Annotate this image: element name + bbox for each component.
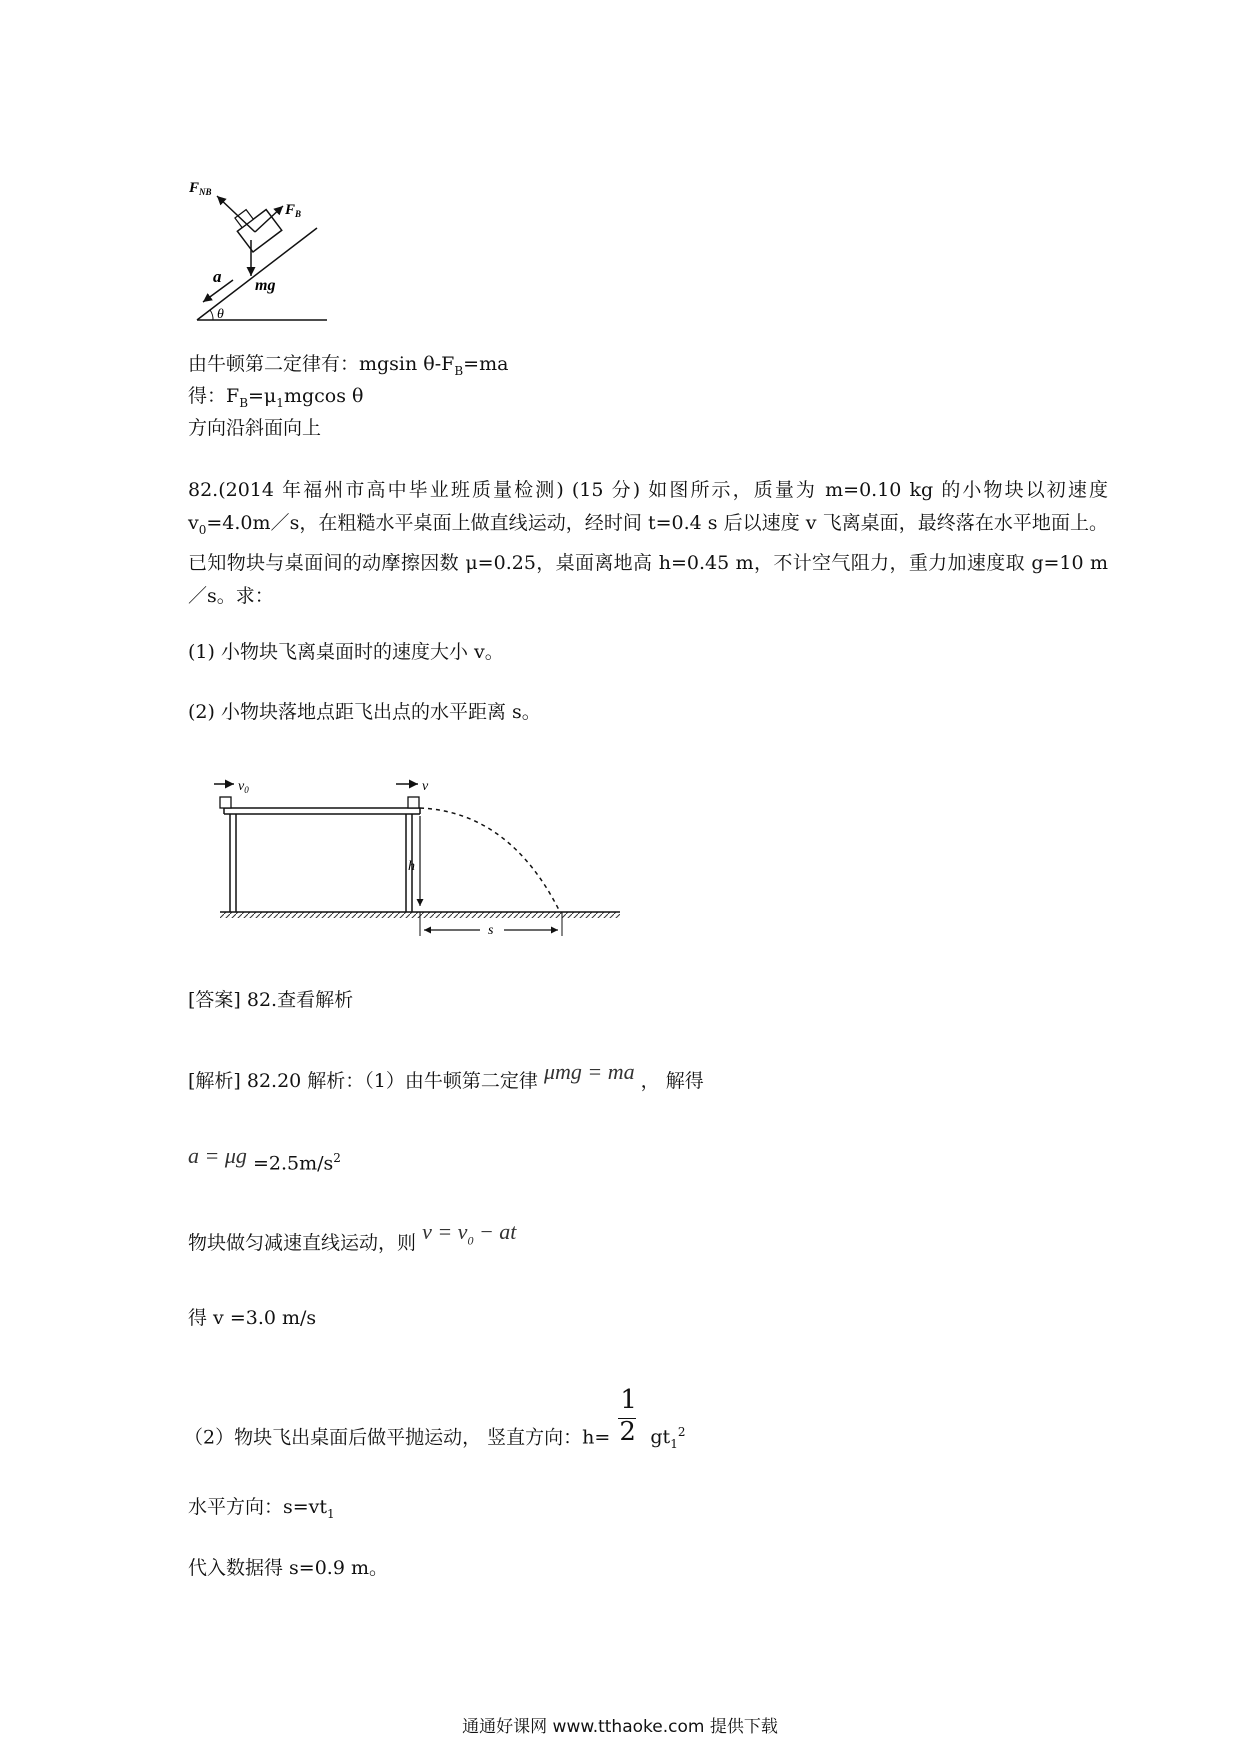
prev-line-1: 由牛顿第二定律有：mgsin $\theta-F_B=ma$ <box>188 353 509 378</box>
fraction-half: $\frac{1}{2}$ <box>619 1385 637 1448</box>
trajectory <box>420 808 560 912</box>
analysis-line-7: 代入数据得 s=0.9 m。 <box>188 1557 388 1579</box>
question-1: (1) 小物块飞离桌面时的速度大小 v。 <box>188 641 504 663</box>
analysis-line-2: $a = \mu g =2.5m/s^2$ <box>188 1143 341 1175</box>
incline-force-diagram <box>189 170 335 330</box>
analysis-line-5: （2）物块飞出桌面后做平抛运动， 竖直方向：h= $\frac{1}{2}$ $gt_1^2$ <box>184 1420 685 1456</box>
question-2: (2) 小物块落地点距飞出点的水平距离 s。 <box>188 701 541 723</box>
analysis-line-4: 得 v =3.0 m/s <box>188 1307 317 1329</box>
block-start <box>220 797 231 808</box>
mg-label: mg <box>255 277 276 294</box>
fnb-label: $F_{NB}$ <box>189 180 212 197</box>
prev-line-3: 方向沿斜面向上 <box>188 417 322 439</box>
problem-statement: 82.(2014 年福州市高中毕业班质量检测) (15 分) 如图所示，质量为 m=0.10 kg 的小物块以初速度 $v_0=4.0m/s$，在粗糙水平桌面上做直线运动，经时间 t=0.4 s 后以速度 v 飞离桌面，最终落在水平地面上。已知物块与桌面间的动摩擦因数 μ=0.25，桌面离地高 h=0.45 m，不计空气阻力，重力加速度取 g=10 m／s。求： <box>188 479 1108 607</box>
block-edge <box>408 797 419 808</box>
formula-velocity: $v = v_0$ − at <box>422 1219 517 1248</box>
page-footer: 通通好课网 www.tthaoke.com 提供下载 <box>462 1717 778 1737</box>
h-label: h <box>408 859 415 874</box>
formula-acceleration: a = μg <box>188 1143 247 1169</box>
theta-arc <box>210 310 213 320</box>
analysis-line-1: [解析] 82.20 解析：（1）由牛顿第二定律 μmg = ma ， 解得 <box>188 1059 704 1092</box>
fb-label: $F_B$ <box>285 202 302 219</box>
block <box>230 200 282 252</box>
formula-newton: μmg = ma <box>543 1059 635 1084</box>
theta-label: θ <box>217 307 224 322</box>
table-projectile-diagram <box>200 770 640 950</box>
s-label: s <box>488 923 494 938</box>
analysis-line-3: 物块做匀减速直线运动，则 $v = v_0$ − at <box>188 1219 517 1254</box>
prev-line-2: 得：$F_B=\mu_1mgcos$ θ <box>188 385 364 410</box>
v-label: v <box>422 779 429 794</box>
a-label: a <box>213 267 222 286</box>
answer-line: [答案] 82.查看解析 <box>188 989 354 1011</box>
v0-label: $v_0$ <box>238 779 249 795</box>
analysis-line-6: 水平方向：$s=vt_1$ <box>188 1496 335 1521</box>
